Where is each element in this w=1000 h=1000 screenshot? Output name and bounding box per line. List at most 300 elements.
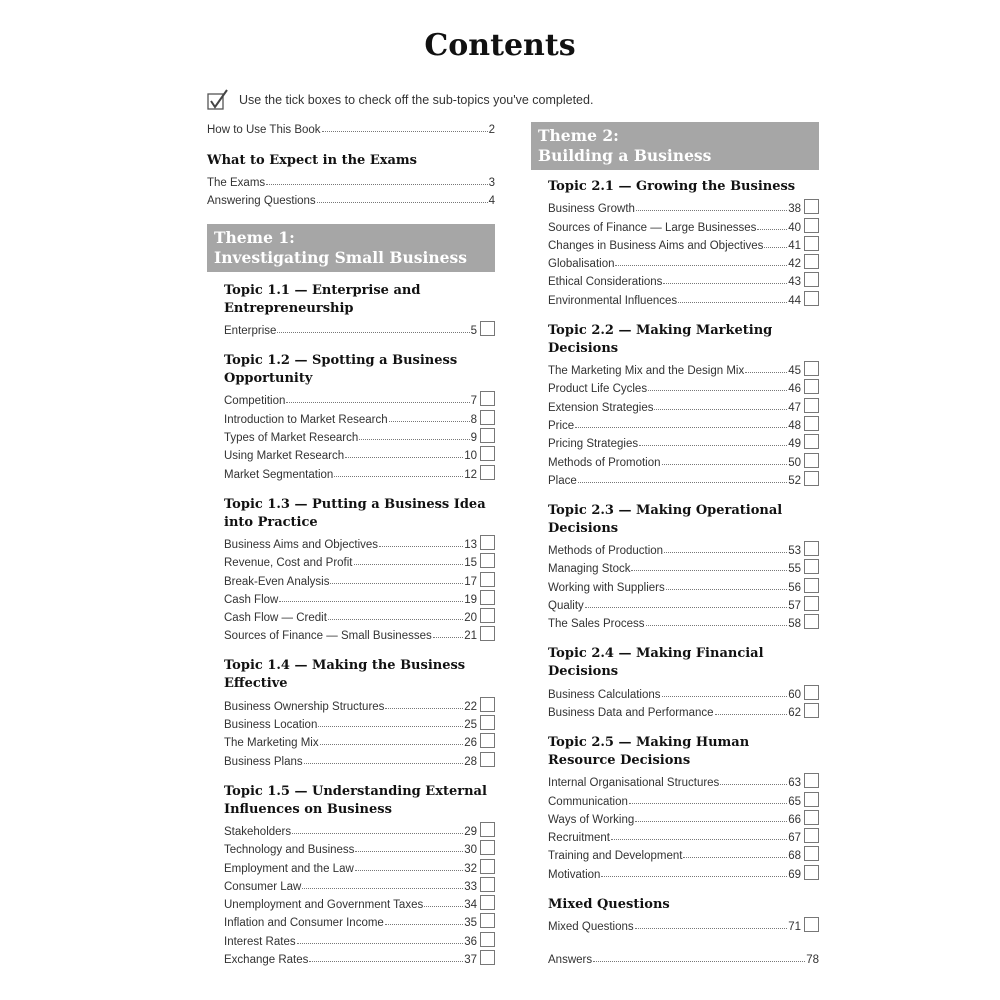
theme-number: Theme 2: [538,126,619,145]
tick-checkbox[interactable] [804,846,819,861]
dot-leader [611,839,787,840]
toc-entry[interactable] [548,701,819,719]
toc-entry[interactable] [224,749,495,767]
tick-checkbox[interactable] [804,810,819,825]
dot-leader [757,229,787,230]
toc-entry[interactable] [224,624,495,642]
tick-checkbox[interactable] [804,917,819,932]
dot-leader [683,857,787,858]
toc-entry[interactable] [224,694,495,712]
dot-leader [385,708,463,709]
toc-entry[interactable] [224,838,495,856]
tick-checkbox[interactable] [480,932,495,947]
toc-entry[interactable] [224,731,495,749]
toc-entry[interactable] [548,288,819,306]
dot-leader [330,583,463,584]
page-number: 3 [488,176,495,189]
toc-entry[interactable] [224,893,495,911]
page-number: 33 [464,880,477,893]
dot-leader [424,906,463,907]
dot-leader [678,302,787,303]
tick-checkbox[interactable] [480,913,495,928]
tick-checkbox[interactable] [480,465,495,480]
toc-entry[interactable] [548,862,819,880]
entry-label: Place [548,474,577,487]
page-number: 2 [488,124,495,137]
toc-entry[interactable] [548,771,819,789]
tick-checkbox[interactable] [804,578,819,593]
entry-label: Types of Market Research [224,432,359,445]
tick-checkbox[interactable] [804,559,819,574]
topic-heading: Topic 2.3 — Making Operational Decisions [548,502,783,536]
dot-leader [334,476,463,477]
page-number: 25 [464,719,477,732]
page-number: 26 [464,737,477,750]
dot-leader [585,607,787,608]
topic-section [531,734,819,881]
theme-number: Theme 1: [214,227,295,247]
toc-entry[interactable] [224,820,495,838]
dot-leader [629,803,787,804]
topic-heading: Topic 2.2 — Making Marketing Decisions [548,322,773,356]
tick-checkbox[interactable] [480,733,495,748]
toc-entry[interactable] [548,682,819,700]
tick-checkbox[interactable] [804,254,819,269]
entry-label: Market Segmentation [224,468,334,481]
entry-label: Globalisation [548,258,615,271]
entry-label: Unemployment and Government Taxes [224,899,424,912]
dot-leader [379,546,463,547]
tick-checkbox[interactable] [480,877,495,892]
toc-entry[interactable] [548,612,819,630]
toc-entry[interactable] [548,432,819,450]
page-number: 57 [788,600,801,613]
topic-heading: Topic 2.4 — Making Financial Decisions [548,646,764,680]
entry-label: Communication [548,795,628,808]
entry-label: Managing Stock [548,563,631,576]
entry-label: Competition [224,395,286,408]
topic-heading: Topic 2.1 — Growing the Business [548,179,796,194]
toc-entry[interactable] [548,234,819,252]
dot-leader [639,445,787,446]
entry-label: Interest Rates [224,935,296,948]
entry-label: Using Market Research [224,450,345,463]
page-number: 10 [464,450,477,463]
tick-checkbox[interactable] [480,391,495,406]
topic-section [531,502,819,630]
entry-label: Business Aims and Objectives [224,538,379,551]
toc-entry[interactable] [224,588,495,606]
dot-leader [745,372,787,373]
entry-label: Changes in Business Aims and Objectives [548,239,764,252]
toc-entry[interactable] [207,118,495,136]
tick-checkbox[interactable] [804,291,819,306]
tick-checkbox[interactable] [804,199,819,214]
theme-title: Building a Business [538,146,712,165]
entry-label: Working with Suppliers [548,581,665,594]
dot-leader [292,833,463,834]
entry-label: Sources of Finance — Large Businesses [548,221,757,234]
dot-leader [317,202,488,203]
entry-label: Introduction to Market Research [224,413,388,426]
tick-checkbox[interactable] [480,715,495,730]
tick-checkbox[interactable] [804,541,819,556]
toc-entry[interactable] [548,575,819,593]
toc-entry[interactable] [548,539,819,557]
tick-checkbox[interactable] [804,596,819,611]
tick-checkbox[interactable] [804,434,819,449]
toc-entry[interactable] [224,426,495,444]
toc-entry[interactable] [224,533,495,551]
page-number: 40 [788,221,801,234]
entry-label: Extension Strategies [548,401,654,414]
dot-leader [328,619,463,620]
page-number: 35 [464,917,477,930]
page-number: 21 [464,630,477,643]
page-number: 78 [806,954,819,967]
dot-leader [286,402,469,403]
topic-heading: Topic 1.3 — Putting a Business Idea into Practice [224,496,486,530]
tick-box-icon [207,89,229,111]
topic-heading: Topic 1.2 — Spotting a Business Opportunity [224,353,458,387]
toc-entry[interactable] [207,189,495,207]
tick-checkbox[interactable] [480,822,495,837]
entry-label: The Marketing Mix [224,737,319,750]
tick-checkbox[interactable] [480,859,495,874]
dot-leader [389,421,470,422]
toc-entry[interactable] [548,915,819,933]
entry-label: Business Calculations [548,688,661,701]
page-number: 67 [788,832,801,845]
toc-entry[interactable] [548,789,819,807]
page-number: 19 [464,593,477,606]
page-number: 28 [464,755,477,768]
topic-section [531,322,819,487]
page-number: 36 [464,935,477,948]
tick-checkbox[interactable] [804,773,819,788]
dot-leader [720,784,787,785]
topic-section [207,783,495,966]
dot-leader [636,210,787,211]
page-number: 12 [464,468,477,481]
dot-leader [601,876,787,877]
page-number: 71 [788,921,801,934]
tick-checkbox[interactable] [804,614,819,629]
dot-leader [664,552,787,553]
toc-entry[interactable] [224,319,495,337]
dot-leader [322,131,488,132]
dot-leader [631,570,787,571]
page-number: 15 [464,557,477,570]
dot-leader [648,390,787,391]
tick-checkbox[interactable] [480,752,495,767]
toc-entry[interactable] [548,395,819,413]
page-number: 7 [470,395,477,408]
page-number: 48 [788,419,801,432]
page-number: 30 [464,844,477,857]
dot-leader [279,601,463,602]
tick-checkbox[interactable] [804,236,819,251]
toc-entry[interactable] [224,911,495,929]
topic-heading: Topic 1.4 — Making the Business Effective [224,658,466,692]
tick-checkbox[interactable] [480,572,495,587]
entry-label: Exchange Rates [224,954,309,967]
page-number: 5 [470,325,477,338]
page-number: 65 [788,795,801,808]
entry-label: Quality [548,600,584,613]
dot-leader [355,870,463,871]
page-number: 68 [788,850,801,863]
topic-section [207,496,495,643]
tick-checkbox[interactable] [804,218,819,233]
page-number: 49 [788,438,801,451]
toc-entry[interactable] [224,569,495,587]
entry-label: Cash Flow — Credit [224,612,327,625]
tick-checkbox[interactable] [480,446,495,461]
page-number: 32 [464,862,477,875]
toc-entry[interactable] [224,929,495,947]
tick-checkbox[interactable] [480,428,495,443]
dot-leader [575,427,787,428]
entry-label: Business Data and Performance [548,706,714,719]
toc-entry[interactable] [224,606,495,624]
toc-entry[interactable] [548,359,819,377]
page-number: 9 [470,432,477,445]
page-number: 43 [788,276,801,289]
instruction-row [207,88,593,112]
dot-leader [385,924,463,925]
dot-leader [354,564,464,565]
entry-label: Recruitment [548,832,610,845]
entry-label: Internal Organisational Structures [548,777,720,790]
tick-checkbox[interactable] [480,321,495,336]
page-number: 62 [788,706,801,719]
page-number: 44 [788,294,801,307]
entry-label: Business Growth [548,203,635,216]
page-number: 13 [464,538,477,551]
toc-entry[interactable] [224,875,495,893]
topic-section [207,657,495,767]
tick-checkbox[interactable] [804,361,819,376]
dot-leader [309,961,463,962]
tick-checkbox[interactable] [804,471,819,486]
toc-entry[interactable] [207,170,495,188]
page-number: 45 [788,365,801,378]
topic-heading: Topic 1.1 — Enterprise and Entrepreneurship [224,282,421,316]
topic-section [531,645,819,719]
toc-entry[interactable] [224,462,495,480]
answers-section [531,948,819,966]
tick-checkbox[interactable] [480,840,495,855]
toc-entry[interactable] [224,948,495,966]
dot-leader [635,821,787,822]
topic-section [207,352,495,480]
toc-entry[interactable] [548,377,819,395]
page-number: 41 [788,239,801,252]
page-number: 52 [788,474,801,487]
entry-label: Stakeholders [224,825,292,838]
tick-checkbox[interactable] [480,697,495,712]
page-number: 55 [788,563,801,576]
dot-leader [302,888,463,889]
toc-entry[interactable] [548,557,819,575]
entry-label: The Sales Process [548,618,645,631]
dot-leader [277,332,469,333]
dot-leader [318,726,463,727]
entry-label: Break-Even Analysis [224,575,330,588]
page-number: 20 [464,612,477,625]
entry-label: Environmental Influences [548,294,678,307]
entry-label: Inflation and Consumer Income [224,917,384,930]
entry-label: Ways of Working [548,813,635,826]
dot-leader [662,696,788,697]
toc-entry[interactable] [548,215,819,233]
page-number: 4 [488,194,495,207]
dot-leader [635,928,788,929]
toc-entry[interactable] [548,270,819,288]
tick-checkbox[interactable] [804,685,819,700]
entry-label: The Marketing Mix and the Design Mix [548,365,745,378]
page-number: 60 [788,688,801,701]
entry-label: Consumer Law [224,880,302,893]
topic-section [531,178,819,307]
tick-checkbox[interactable] [804,453,819,468]
tick-checkbox[interactable] [804,272,819,287]
toc-entry[interactable] [548,808,819,826]
entry-label: Business Ownership Structures [224,700,385,713]
dot-leader [662,464,788,465]
toc-entry[interactable] [548,469,819,487]
dot-leader [304,763,464,764]
tick-checkbox[interactable] [480,950,495,965]
toc-entry[interactable] [548,450,819,468]
mixed-questions-section [531,896,819,933]
exams-heading: What to Expect in the Exams [207,153,417,169]
dot-leader [764,247,787,248]
page-number: 37 [464,954,477,967]
page-number: 17 [464,575,477,588]
dot-leader [663,283,787,284]
tick-checkbox[interactable] [804,379,819,394]
dot-leader [593,961,805,962]
dot-leader [654,409,787,410]
left-column [207,118,495,966]
topic-heading: Topic 1.5 — Understanding External Influences on Business [224,783,487,817]
entry-label: Employment and the Law [224,862,354,875]
entry-label: Technology and Business [224,844,355,857]
dot-leader [355,851,463,852]
entry-label: Price [548,419,575,432]
dot-leader [359,439,469,440]
right-column [531,118,819,966]
page-number: 38 [788,203,801,216]
page-number: 42 [788,258,801,271]
page-number: 29 [464,825,477,838]
entry-label: Sources of Finance — Small Businesses [224,630,432,643]
entry-label: Methods of Promotion [548,456,661,469]
dot-leader [715,714,788,715]
tick-checkbox[interactable] [480,608,495,623]
theme-header [531,122,819,170]
toc-entry[interactable] [224,389,495,407]
toc-entry[interactable] [548,252,819,270]
tick-checkbox[interactable] [804,828,819,843]
theme-title: Investigating Small Business [214,247,467,267]
page-number: 8 [470,413,477,426]
toc-entry[interactable] [548,414,819,432]
entry-label: Methods of Production [548,545,664,558]
dot-leader [615,265,787,266]
tick-checkbox[interactable] [480,535,495,550]
tick-checkbox[interactable] [804,416,819,431]
tick-checkbox[interactable] [804,703,819,718]
entry-label: Revenue, Cost and Profit [224,557,353,570]
toc-entry[interactable] [224,444,495,462]
tick-checkbox[interactable] [480,626,495,641]
entry-label: Business Plans [224,755,303,768]
page-number: 50 [788,456,801,469]
toc-entry[interactable] [224,407,495,425]
dot-leader [646,625,788,626]
page-number: 22 [464,700,477,713]
page-number: 69 [788,868,801,881]
toc-entry[interactable] [548,197,819,215]
toc-entry[interactable] [548,948,819,966]
tick-checkbox[interactable] [804,792,819,807]
entry-label: Enterprise [224,325,277,338]
page-number: 63 [788,777,801,790]
tick-checkbox[interactable] [480,553,495,568]
tick-checkbox[interactable] [804,865,819,880]
page-number: 56 [788,581,801,594]
instruction-text: Use the tick boxes to check off the sub-topics you've completed. [239,93,594,107]
dot-leader [345,457,463,458]
entry-label: The Exams [207,176,266,189]
entry-label: Training and Development [548,850,683,863]
page-number: 53 [788,545,801,558]
topic-section [207,282,495,337]
toc-entry[interactable] [224,551,495,569]
page-title: Contents [424,28,576,63]
theme-header [207,224,495,272]
entry-label: Mixed Questions [548,921,634,934]
tick-checkbox[interactable] [480,590,495,605]
toc-entry[interactable] [548,844,819,862]
dot-leader [297,943,464,944]
dot-leader [578,482,787,483]
tick-checkbox[interactable] [480,410,495,425]
entry-label: Cash Flow [224,593,279,606]
toc-entry[interactable] [224,856,495,874]
entry-label: Ethical Considerations [548,276,663,289]
tick-checkbox[interactable] [804,398,819,413]
entry-label: How to Use This Book [207,124,321,137]
page-number: 58 [788,618,801,631]
dot-leader [433,637,463,638]
entry-label: Answering Questions [207,194,316,207]
entry-label: Motivation [548,868,601,881]
dot-leader [320,744,464,745]
page-number: 34 [464,899,477,912]
toc-entry[interactable] [224,713,495,731]
exams-section [207,152,495,207]
entry-label: Product Life Cycles [548,383,648,396]
toc-entry[interactable] [548,826,819,844]
tick-checkbox[interactable] [480,895,495,910]
dot-leader [266,184,487,185]
toc-entry[interactable] [548,594,819,612]
page-number: 66 [788,813,801,826]
